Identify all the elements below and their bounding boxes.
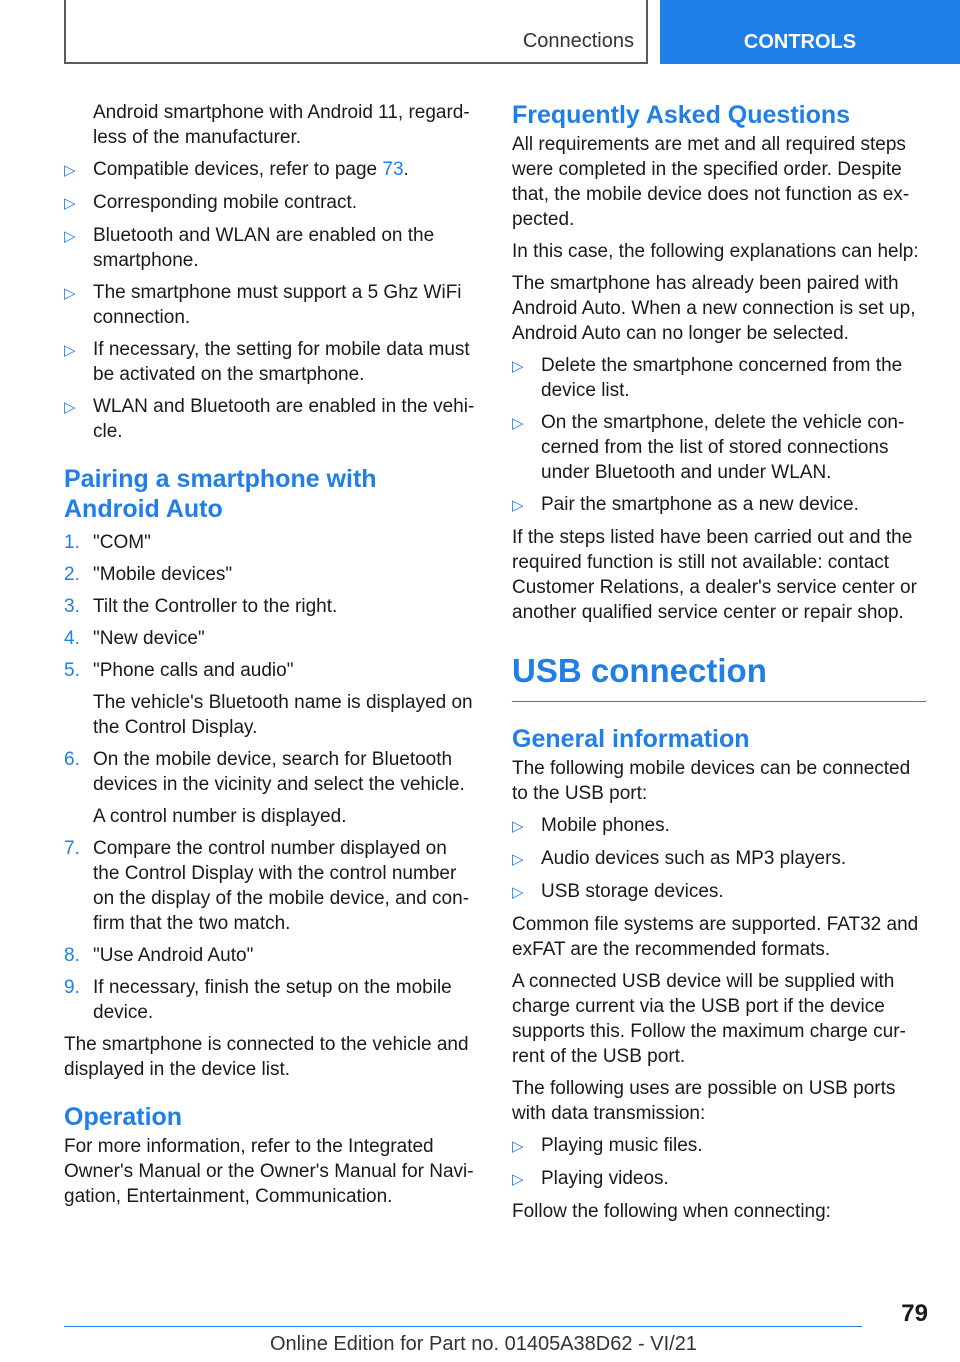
step-item bbox=[64, 943, 478, 968]
right-column bbox=[512, 100, 926, 1231]
triangle-bullet-icon: ▷ bbox=[512, 851, 524, 868]
list-item-text: Playing videos. bbox=[541, 1168, 669, 1189]
list-item-text: WLAN and Bluetooth are enabled in the vehicle. bbox=[93, 396, 475, 442]
step-item bbox=[64, 747, 478, 797]
header-section-title: Connections bbox=[522, 30, 634, 52]
general-info-heading: General information bbox=[512, 725, 750, 753]
step-number: 3. bbox=[64, 596, 80, 617]
step-text: On the mobile device, search for Bluetooth devices in the vicinity and select the vehicle. bbox=[93, 749, 465, 795]
step-item bbox=[64, 594, 478, 619]
step-note: A control number is displayed. bbox=[93, 806, 347, 827]
pairing-result: The smartphone is connected to the vehicle and displayed in the device list. bbox=[64, 1034, 469, 1080]
step-item bbox=[64, 530, 478, 555]
general-paragraph: Follow the following when connecting: bbox=[512, 1201, 831, 1222]
step-note: The vehicle's Bluetooth name is displayed on the Control Display. bbox=[93, 692, 473, 738]
list-item bbox=[512, 846, 926, 872]
list-item bbox=[64, 394, 478, 444]
list-item-text: USB storage devices. bbox=[541, 881, 724, 902]
usb-heading-block bbox=[512, 651, 926, 702]
step-number: 6. bbox=[64, 749, 80, 770]
triangle-bullet-icon: ▷ bbox=[64, 228, 76, 245]
step-item bbox=[64, 836, 478, 936]
step-text: "Mobile devices" bbox=[93, 564, 233, 585]
step-text: "COM" bbox=[93, 532, 151, 553]
triangle-bullet-icon: ▷ bbox=[64, 162, 76, 179]
header-chapter-tab: CONTROLS bbox=[660, 0, 960, 64]
general-paragraph: The following mobile devices can be connected to the USB port: bbox=[512, 758, 911, 804]
list-item-text: Playing music files. bbox=[541, 1135, 703, 1156]
step-item bbox=[64, 562, 478, 587]
triangle-bullet-icon: ▷ bbox=[64, 285, 76, 302]
faq-paragraph: If the steps listed have been carried out and the required function is still not available: contact Customer Relations, a dealer's service center or another qualified service center or repair shop. bbox=[512, 527, 917, 623]
list-item-text: If necessary, the setting for mobile data must be activated on the smartphone. bbox=[93, 339, 470, 385]
step-number: 2. bbox=[64, 564, 80, 585]
step-item bbox=[64, 975, 478, 1025]
requirement-continuation: Android smartphone with Android 11, regardless of the manufacturer. bbox=[93, 102, 470, 148]
triangle-bullet-icon: ▷ bbox=[512, 1171, 524, 1188]
operation-text: For more information, refer to the Integrated Owner's Manual or the Owner's Manual for Navigation, Entertainment, Communication. bbox=[64, 1136, 474, 1207]
step-number: 9. bbox=[64, 977, 80, 998]
step-text: "Use Android Auto" bbox=[93, 945, 254, 966]
list-item bbox=[512, 1166, 926, 1192]
faq-paragraph: In this case, the following explanations can help: bbox=[512, 241, 919, 262]
list-item bbox=[512, 492, 926, 518]
triangle-bullet-icon: ▷ bbox=[512, 358, 524, 375]
list-item bbox=[64, 223, 478, 273]
step-text: If necessary, finish the setup on the mobile device. bbox=[93, 977, 452, 1023]
list-item bbox=[512, 1133, 926, 1159]
triangle-bullet-icon: ▷ bbox=[64, 195, 76, 212]
step-number: 5. bbox=[64, 660, 80, 681]
step-text: "New device" bbox=[93, 628, 205, 649]
faq-paragraph: The smartphone has already been paired with Android Auto. When a new connection is set up, Android Auto can no longer be selected. bbox=[512, 273, 916, 344]
list-item bbox=[64, 280, 478, 330]
list-item-text: On the smartphone, delete the vehicle concerned from the list of stored connections under Bluetooth and under WLAN. bbox=[541, 412, 905, 483]
operation-heading: Operation bbox=[64, 1103, 183, 1131]
list-item-text: The smartphone must support a 5 Ghz WiFi connection. bbox=[93, 282, 462, 328]
header-left-box bbox=[64, 0, 648, 64]
faq-heading: Frequently Asked Questions bbox=[512, 101, 851, 129]
step-number: 7. bbox=[64, 838, 80, 859]
list-item bbox=[512, 353, 926, 403]
pairing-heading: Pairing a smartphone with Android Auto bbox=[64, 465, 377, 523]
step-text: Compare the control number displayed on the Control Display with the control number on the display of the mobile device, and confirm that the two match. bbox=[93, 838, 470, 934]
list-item-text: Pair the smartphone as a new device. bbox=[541, 494, 859, 515]
page-number: 79 bbox=[901, 1300, 928, 1327]
step-text: "Phone calls and audio" bbox=[93, 660, 294, 681]
list-item-text: Delete the smartphone concerned from the device list. bbox=[541, 355, 903, 401]
list-item bbox=[64, 190, 478, 216]
general-paragraph: The following uses are possible on USB ports with data transmission: bbox=[512, 1078, 896, 1124]
list-item bbox=[64, 157, 478, 183]
step-item bbox=[64, 658, 478, 683]
faq-paragraph: All requirements are met and all required steps were completed in the specified order. Despite that, the mobile device does not function as expected. bbox=[512, 134, 910, 230]
list-item-text: Mobile phones. bbox=[541, 815, 670, 836]
triangle-bullet-icon: ▷ bbox=[512, 497, 524, 514]
page-reference-link[interactable]: 73 bbox=[382, 159, 404, 180]
general-paragraph: Common file systems are supported. FAT32 and exFAT are the recommended formats. bbox=[512, 914, 919, 960]
list-item-text: Compatible devices, refer to page 73. bbox=[93, 159, 409, 180]
usb-heading: USB connection bbox=[512, 652, 767, 689]
triangle-bullet-icon: ▷ bbox=[512, 818, 524, 835]
step-number: 8. bbox=[64, 945, 80, 966]
triangle-bullet-icon: ▷ bbox=[512, 884, 524, 901]
list-item-text: Corresponding mobile contract. bbox=[93, 192, 358, 213]
step-text: Tilt the Controller to the right. bbox=[93, 596, 338, 617]
left-column bbox=[64, 100, 478, 1216]
general-paragraph: A connected USB device will be supplied with charge current via the USB port if the device supports this. Follow the maximum charge current of the USB port. bbox=[512, 971, 906, 1067]
list-item bbox=[512, 813, 926, 839]
list-item-text: Audio devices such as MP3 players. bbox=[541, 848, 847, 869]
triangle-bullet-icon: ▷ bbox=[64, 399, 76, 416]
triangle-bullet-icon: ▷ bbox=[512, 1138, 524, 1155]
step-number: 1. bbox=[64, 532, 80, 553]
step-item bbox=[64, 626, 478, 651]
triangle-bullet-icon: ▷ bbox=[64, 342, 76, 359]
footer-rule bbox=[64, 1326, 862, 1327]
footer-edition-text: Online Edition for Part no. 01405A38D62 - VI/21 bbox=[270, 1333, 697, 1355]
list-item bbox=[512, 410, 926, 485]
step-number: 4. bbox=[64, 628, 80, 649]
triangle-bullet-icon: ▷ bbox=[512, 415, 524, 432]
list-item bbox=[64, 337, 478, 387]
list-item bbox=[512, 879, 926, 905]
list-item-text: Bluetooth and WLAN are enabled on the smartphone. bbox=[93, 225, 435, 271]
